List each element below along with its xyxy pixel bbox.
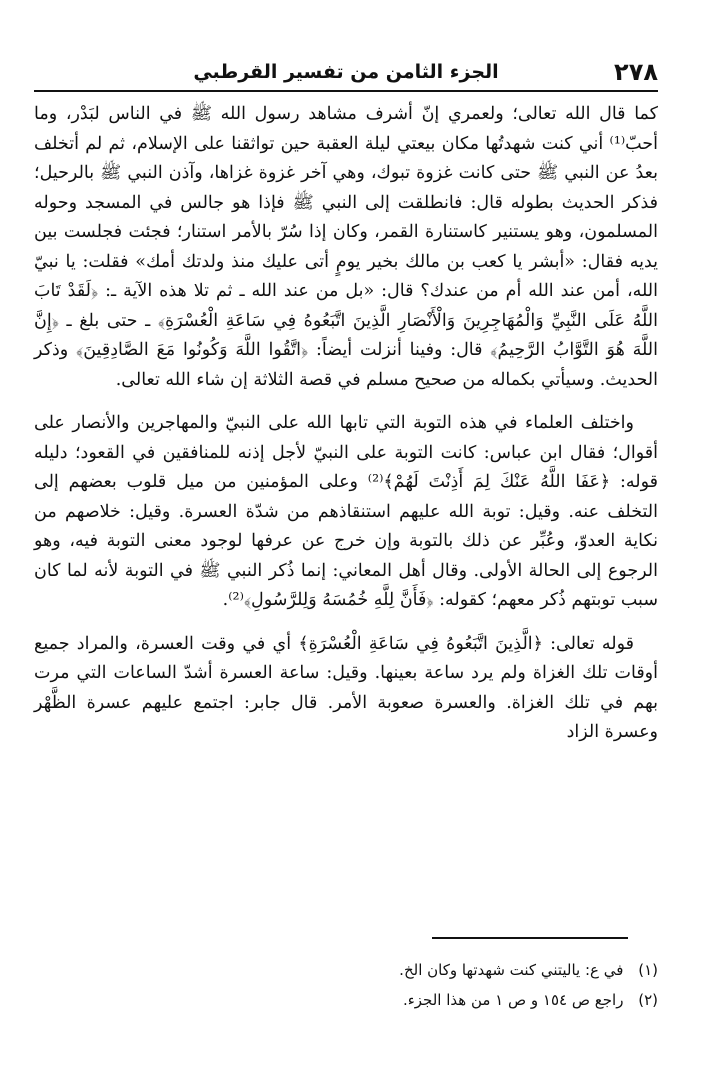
footnote-2 [34,985,658,1015]
running-title: الجزء الثامن من تفسير القرطبي [193,61,499,83]
footnote-text: راجع ص ١٥٤ و ص ١ من هذا الجزء. [402,991,624,1009]
footnote-text: في ع: ياليتني كنت شهدتها وكان الخ. [399,961,624,979]
paragraph-3: قوله تعالى: ﴿الَّذِينَ اتَّبَعُوهُ فِي سَاعَةِ الْعُسْرَةِ﴾ أي في وقت العسرة، والمراد جميع أوقات تلك الغزاة ولم يرد ساعة بعينها. وقيل: ساعة العسرة أشدّ الساعات التي مرت بهم في تلك الغزاة. والعسرة صعوبة الأمر. قال جابر: اجتمع عليهم عسرة الظَّهْر وعسرة الزاد [34,633,658,742]
main-text [34,100,658,748]
paragraph-2: واختلف العلماء في هذه التوبة التي تابها الله على النبيّ والمهاجرين والأنصار على أقوال؛ فقال ابن عباس: كانت التوبة على النبيّ لأجل إذنه للمنافقين في القعود؛ دليله قوله: ﴿عَفَا اللَّهُ عَنْكَ لِمَ أَذِنْتَ لَهُمْ﴾⁽²⁾ وعلى المؤمنين من ميل قلوب بعضهم إلى التخلف عنه. وقيل: توبة الله عليهم استنقاذهم من شدّة العسرة. وقيل: خلاصهم من نكاية العدوّ، وعُبِّر عن ذلك بالتوبة وإن خرج عن عرفها لوجود معنى التوبة فيه، وهو الرجوع إلى الحالة الأولى. وقال أهل المعاني: إنما ذُكر النبي ﷺ في التوبة لأنه لما كان سبب توبتهم ذُكر معهم؛ كقوله: ﴿فَأَنَّ لِلَّهِ خُمُسَهُ وَلِلرَّسُولِ﴾⁽²⁾. [34,413,658,610]
footnote-1 [34,955,658,985]
paragraph-1: كما قال الله تعالى؛ ولعمري إنّ أشرف مشاهد رسول الله ﷺ في الناس لبَدْر، وما أحبّ⁽¹⁾ أني كنت شهدتُها مكان بيعتي ليلة العقبة حين تواثقنا على الإسلام، ثم لم أتخلف بعدُ عن النبي ﷺ حتى كانت غزوة تبوك، وهي آخر غزوة غزاها، وآذن النبي ﷺ بالرحيل؛ فذكر الحديث بطوله قال: فانطلقت إلى النبي ﷺ فإذا هو جالس في المسجد وحوله المسلمون، وهو يستنير كاستنارة القمر، وكان إذا سُرّ بالأمر استنار؛ فجئت فجلست بين يديه فقال: «أبشر يا كعب بن مالك بخير يومٍ أتى عليك منذ ولدتك أمك» فقلت: يا نبيّ الله، أمن عند الله أم من عندك؟ قال: «بل من عند الله ـ ثم تلا هذه الآية ـ: ﴿لَقَدْ تَابَ اللَّهُ عَلَى النَّبِيِّ وَالْمُهَاجِرِينَ وَالْأَنْصَارِ الَّذِينَ اتَّبَعُوهُ فِي سَاعَةِ الْعُسْرَةِ﴾ ـ حتى بلغ ـ ﴿إِنَّ اللَّهَ هُوَ التَّوَّابُ الرَّحِيمُ﴾ قال: وفينا أنزلت أيضاً: ﴿اتَّقُوا اللَّهَ وَكُونُوا مَعَ الصَّادِقِينَ﴾ وذكر الحديث. وسيأتي بكماله من صحيح مسلم في قصة الثلاثة إن شاء الله تعالى. [34,104,658,390]
footnote-number: (٢) [638,991,658,1009]
page-header [34,56,658,92]
footnote-number: (١) [638,961,658,979]
page-number: ٢٧٨ [614,58,658,86]
footnotes [34,935,658,1015]
